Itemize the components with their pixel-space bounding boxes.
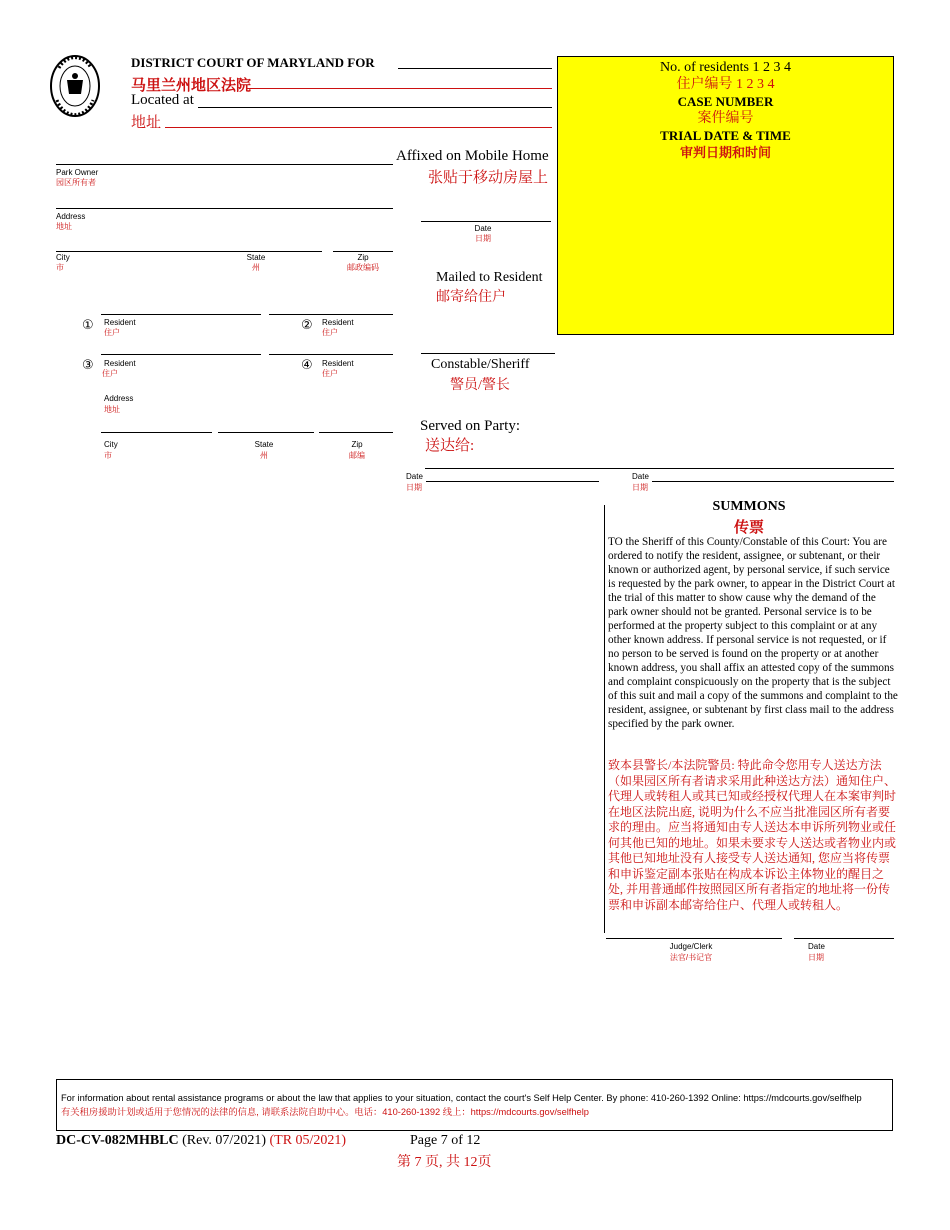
resident-3-label-zh: 住户: [102, 369, 118, 378]
affixed-date-line[interactable]: [421, 221, 551, 222]
judge-date-line[interactable]: [794, 938, 894, 939]
served-label: Served on Party:: [420, 418, 520, 434]
resident-address-label-zh: 地址: [104, 405, 120, 414]
resident-city-label-zh: 市: [104, 451, 112, 460]
affixed-label-zh: 张贴于移动房屋上: [428, 170, 549, 186]
page-number-zh: 第 7 页, 共 12页: [397, 1155, 492, 1170]
resident-city-label: City: [104, 440, 118, 449]
affixed-date-label: Date: [474, 224, 492, 233]
resident-zip-line[interactable]: [319, 432, 393, 433]
resident-1-number: ①: [82, 318, 94, 333]
case-number-label: CASE NUMBER: [677, 94, 774, 109]
self-help-info: For information about rental assistance programs or about the law that applies to your situation, contact the court's Self Help Center. By phone: 410-260-1392 Online: https://mdcourts.gov/selfhelp: [61, 1093, 862, 1103]
park-owner-line[interactable]: [56, 164, 393, 165]
owner-city-state-line[interactable]: [56, 251, 322, 252]
resident-zip-label: Zip: [351, 440, 363, 449]
affixed-label: Affixed on Mobile Home: [396, 148, 549, 164]
summons-title: SUMMONS: [712, 499, 786, 514]
case-info-box: [557, 56, 894, 335]
residents-count-label: No. of residents 1 2 3 4: [659, 60, 792, 75]
resident-4-line[interactable]: [269, 354, 393, 355]
resident-address-label: Address: [104, 394, 134, 403]
owner-address-label: Address: [56, 212, 86, 221]
resident-3-label: Resident: [104, 359, 136, 368]
affixed-date-label-zh: 日期: [475, 234, 491, 243]
owner-address-label-zh: 地址: [56, 222, 72, 231]
court-address-line-zh: [165, 127, 552, 128]
owner-city-label: City: [56, 253, 70, 262]
resident-2-label-zh: 住户: [322, 328, 338, 337]
resident-2-label: Resident: [322, 318, 354, 327]
resident-1-line[interactable]: [101, 314, 261, 315]
resident-state-label: State: [254, 440, 274, 449]
court-title-zh: 马里兰州地区法院: [131, 78, 252, 94]
resident-zip-label-zh: 邮编: [349, 451, 365, 460]
judge-date-label: Date: [808, 942, 825, 951]
owner-zip-label-zh: 邮政编码: [347, 263, 379, 272]
court-seal-logo: [49, 54, 101, 118]
form-id-line: [56, 1133, 346, 1149]
served-date-line-2[interactable]: [652, 481, 894, 482]
resident-3-line[interactable]: [101, 354, 261, 355]
resident-3-number: ③: [82, 358, 94, 373]
self-help-info-zh: 有关租房援助计划或适用于您情况的法律的信息, 请联系法院自助中心。电话：410-260-1392 线上：https://mdcourts.gov/selfhelp: [61, 1107, 589, 1117]
case-number-label-zh: 案件编号: [697, 111, 754, 126]
residents-count-label-zh: 住户编号 1 2 3 4: [676, 77, 775, 92]
owner-address-line[interactable]: [56, 208, 393, 209]
summons-title-zh: 传票: [733, 520, 764, 536]
owner-state-label-zh: 州: [252, 263, 260, 272]
resident-state-line[interactable]: [218, 432, 314, 433]
located-label: Located at: [131, 92, 194, 108]
form-revision: (Rev. 07/2021): [182, 1133, 266, 1148]
resident-1-label: Resident: [104, 318, 136, 327]
court-county-line-zh: [246, 88, 552, 89]
mailed-label: Mailed to Resident: [436, 270, 543, 285]
constable-label-zh: 警员/警长: [450, 378, 510, 393]
resident-2-number: ②: [301, 318, 313, 333]
park-owner-label-zh: 园区所有者: [56, 178, 96, 187]
owner-zip-label: Zip: [357, 253, 369, 262]
court-title: DISTRICT COURT OF MARYLAND FOR: [131, 55, 375, 70]
self-help-info-box: [56, 1079, 893, 1131]
mailed-label-zh: 邮寄给住户: [436, 290, 506, 305]
served-date-label: Date: [406, 472, 423, 481]
resident-city-line[interactable]: [101, 432, 212, 433]
resident-state-label-zh: 州: [260, 451, 268, 460]
served-date-line[interactable]: [426, 481, 599, 482]
page-number: Page 7 of 12: [410, 1133, 481, 1148]
park-owner-label: Park Owner: [56, 168, 99, 177]
owner-zip-line[interactable]: [333, 251, 393, 252]
constable-label: Constable/Sheriff: [431, 357, 530, 372]
trial-date-label: TRIAL DATE & TIME: [660, 128, 791, 143]
judge-label: Judge/Clerk: [669, 942, 713, 951]
located-label-zh: 地址: [131, 115, 162, 131]
served-date-label-2: Date: [632, 472, 649, 481]
trial-date-label-zh: 审判日期和时间: [679, 145, 771, 160]
judge-date-label-zh: 日期: [808, 953, 824, 962]
judge-label-zh: 法官/书记官: [669, 953, 713, 962]
resident-1-label-zh: 住户: [104, 328, 120, 337]
served-label-zh: 送达给:: [425, 438, 475, 454]
served-date-label-zh: 日期: [406, 483, 422, 492]
summons-body-zh: 致本县警长/本法院警员: 特此命令您用专人送达方法（如果园区所有者请求采用此种送达方法）通知住户、代理人或转租人或其已知或经授权代理人在本案审判时在地区法院出庭, 说明为什么不应当批准园区所有者要求的理由。应当将通知由专人送达本申诉所列物业或任何其他已知的地址。如果未要求专人送达或者物业内或其他已知地址没有人接受专人送达通知, 您应当将传票和申诉鉴定副本张贴在构成本诉讼主体物业的醒目之处, 并用普通邮件按照园区所有者指定的地址将一份传票和申诉副本邮寄给住户、代理人或转租人。: [608, 758, 897, 912]
judge-signature-line[interactable]: [606, 938, 782, 939]
form-id: DC-CV-082MHBLC: [56, 1133, 179, 1148]
owner-city-label-zh: 市: [56, 263, 64, 272]
served-party-line[interactable]: [425, 468, 894, 469]
resident-4-number: ④: [301, 358, 313, 373]
court-county-line[interactable]: [398, 68, 552, 69]
resident-4-label-zh: 住户: [322, 369, 338, 378]
constable-line[interactable]: [421, 353, 555, 354]
owner-state-label: State: [246, 253, 266, 262]
resident-2-line[interactable]: [269, 314, 393, 315]
served-date-label-2-zh: 日期: [632, 483, 648, 492]
summons-body: TO the Sheriff of this County/Constable of this Court: You are ordered to notify the resident, assignee, or subtenant, or their known or authorized agent, by personal service, if such service is requested by the park owner, to appear in the District Court at the trial of this matter to show cause why the demand of the park owner should not be granted. Personal service is to be performed at the property subject to this complaint or at any other known address. If personal service is not requested, or if no person to be served is found on the property or at another known address, you shall affix an attested copy of the summons and complaint conspicuously on the property that is the subject of this suit and mail a copy of the summons and complaint to the resident, assignee, or subtenant by first class mail to the address specified by the park owner.: [608, 536, 898, 730]
resident-4-label: Resident: [322, 359, 354, 368]
form-translation-revision: (TR 05/2021): [269, 1133, 347, 1148]
summons-border: [604, 505, 605, 933]
court-address-line[interactable]: [198, 107, 552, 108]
